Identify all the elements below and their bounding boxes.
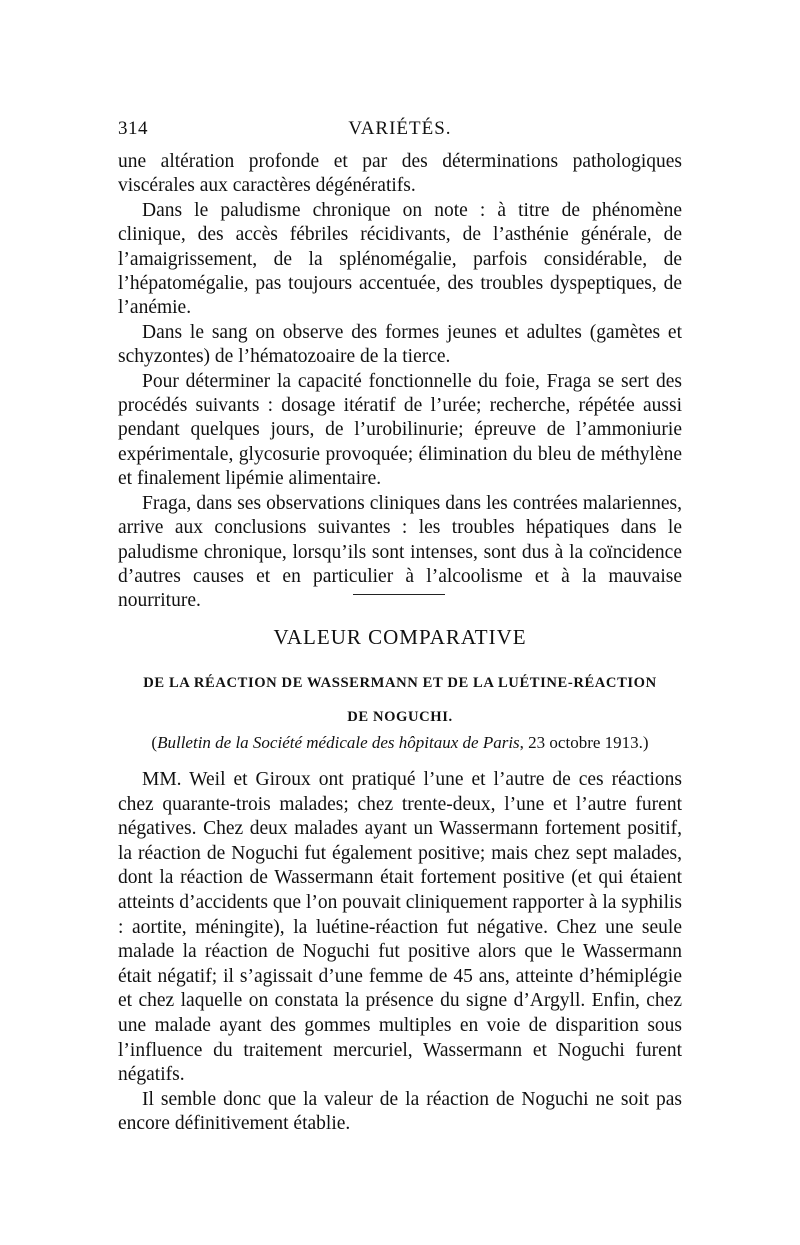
paragraph: Dans le sang on observe des formes jeunes et adultes (gamètes et schyzontes) de l’hématozoaire de la tierce.: [118, 321, 682, 368]
article-subtitle-line: DE LA RÉACTION DE WASSERMANN ET DE LA LUÉTINE-RÉACTION: [143, 675, 657, 691]
page-number: 314: [118, 118, 148, 139]
article-title: VALEUR COMPARATIVE: [273, 625, 527, 649]
paragraph: Il semble donc que la valeur de la réaction de Noguchi ne soit pas encore définitivement établie.: [118, 1088, 682, 1135]
citation-source: Bulletin de la Société médicale des hôpitaux de Paris: [157, 733, 520, 752]
article-body: [118, 768, 682, 1137]
article-subtitle-line: DE NOGUCHI.: [347, 709, 453, 725]
citation-date: , 23 octobre 1913.): [519, 733, 649, 752]
citation-open: (: [151, 733, 158, 752]
paragraph: Pour déterminer la capacité fonctionnelle du foie, Fraga se sert des procédés suivants : dosage itératif de l’urée; recherche, répétée aussi pendant quelques jours, de l’urobilinurie; épreuve de l’ammoniurie expérimentale, glycosurie provoquée; élimination du bleu de méthylène et finalement lipémie alimentaire.: [118, 370, 682, 490]
paragraph: MM. Weil et Giroux ont pratiqué l’une et l’autre de ces réactions chez quarante-trois malades; chez trente-deux, l’une et l’autre furent négatives. Chez deux malades ayant un Wassermann fortement positif, la réaction de Noguchi fut également positive; mais chez sept malades, dont la réaction de Wassermann était fortement positive (et qui étaient atteints d’accidents que l’on pouvait cliniquement rapporter à la syphilis : aortite, méningite), la luétine-réaction fut négative. Chez une seule malade la réaction de Noguchi fut positive alors que le Wassermann était négatif; il s’agissait d’une femme de 45 ans, atteinte d’hémiplégie et chez laquelle on constata la présence du signe d’Argyll. Enfin, chez une malade ayant des gommes multiples en voie de disparition sous l’influence du traitement mercuriel, Wassermann et Noguchi furent négatifs.: [118, 769, 682, 1086]
article-citation: [118, 733, 682, 753]
article-subtitle: [118, 666, 682, 734]
running-head: [118, 118, 682, 142]
running-section-title: VARIÉTÉS.: [348, 118, 452, 139]
section-paludisme-text: [118, 150, 682, 614]
paragraph: Dans le paludisme chronique on note : à titre de phénomène clinique, des accès fébriles récidivants, de l’asthénie générale, de l’amaigrissement, de la splénomégalie, parfois considérable, de l’hépatomégalie, pas toujours accentuée, des troubles dyspeptiques, de l’anémie.: [118, 199, 682, 319]
paragraph: une altération profonde et par des déterminations pathologiques viscérales aux caractères dégénératifs.: [118, 151, 682, 197]
section-divider: [353, 594, 445, 595]
paragraph: Fraga, dans ses observations cliniques dans les contrées malariennes, arrive aux conclusions suivantes : les troubles hépatiques dans le paludisme chronique, lorsqu’ils sont intenses, sont dus à la coïncidence d’autres causes et en particulier à l’alcoolisme et à la mauvaise nourriture.: [118, 492, 682, 612]
